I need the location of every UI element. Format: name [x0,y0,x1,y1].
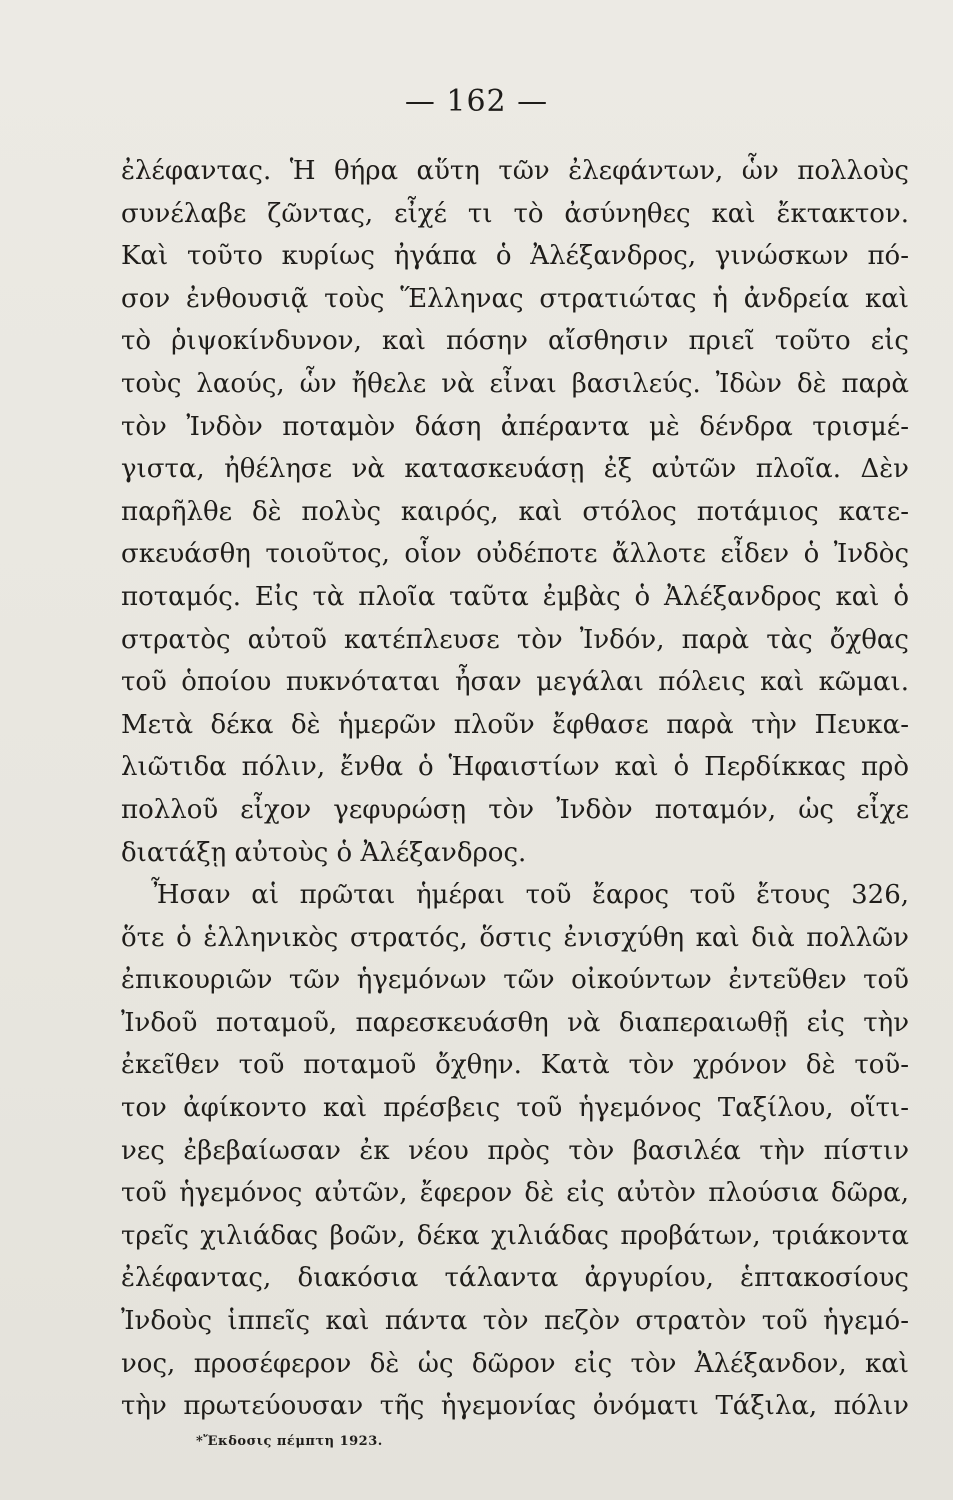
text-line: τοὺς λαούς, ὧν ἤθελε νὰ εἶναι βασιλεύς. Ἰδὼν δὲ παρὰ [121,368,909,399]
text-line: Καὶ τοῦτο κυρίως ἠγάπα ὁ Ἀλέξανδρος, γινώσκων πό- [121,241,909,272]
text-line: Ἰνδοὺς ἱππεῖς καὶ πάντα τὸν πεζὸν στρατὸν τοῦ ἡγεμό- [121,1306,909,1337]
edition-footnote: *Ἔκδοσις πέμπτη 1923. [196,1434,383,1449]
text-line: ἐκεῖθεν τοῦ ποταμοῦ ὄχθην. Κατὰ τὸν χρόνον δὲ τοῦ- [121,1050,909,1081]
text-line: τοῦ ὁποίου πυκνόταται ἦσαν μεγάλαι πόλεις καὶ κῶμαι. [121,667,909,698]
text-line: ἐλέφαντας, διακόσια τάλαντα ἀργυρίου, ἑπτακοσίους [121,1263,909,1294]
text-line: ὅτε ὁ ἑλληνικὸς στρατός, ὅστις ἐνισχύθη καὶ διὰ πολλῶν [121,922,909,953]
text-line: λιῶτιδα πόλιν, ἔνθα ὁ Ἡφαιστίων καὶ ὁ Περδίκκας πρὸ [121,752,909,783]
text-line: στρατὸς αὐτοῦ κατέπλευσε τὸν Ἰνδόν, παρὰ τὰς ὄχθας [121,624,909,655]
text-line: γιστα, ἠθέλησε νὰ κατασκευάσῃ ἐξ αὐτῶν πλοῖα. Δὲν [121,454,909,485]
text-line: ποταμός. Εἰς τὰ πλοῖα ταῦτα ἐμβὰς ὁ Ἀλέξανδρος καὶ ὁ [121,581,909,612]
text-line: σκευάσθη τοιοῦτος, οἷον οὐδέποτε ἄλλοτε εἶδεν ὁ Ἰνδὸς [121,539,909,570]
text-line: τὸν Ἰνδὸν ποταμὸν δάση ἀπέραντα μὲ δένδρα τρισμέ- [121,411,909,442]
text-line: τὸ ῥιψοκίνδυνον, καὶ πόσην αἴσθησιν πριεῖ τοῦτο εἰς [121,326,909,357]
text-line: παρῆλθε δὲ πολὺς καιρός, καὶ στόλος ποτάμιος κατε- [121,496,909,527]
text-line: τὴν πρωτεύουσαν τῆς ἡγεμονίας ὀνόματι Τάξιλα, πόλιν [121,1391,909,1422]
text-line: σον ἐνθουσιᾷ τοὺς Ἕλληνας στρατιώτας ἡ ἀνδρεία καὶ [121,283,909,314]
paragraph-end-line: διατάξῃ αὐτοὺς ὁ Ἀλέξανδρος. [121,837,527,868]
text-line: ἐπικουριῶν τῶν ἡγεμόνων τῶν οἰκούντων ἐντεῦθεν τοῦ [121,965,909,996]
text-line: νος, προσέφερον δὲ ὡς δῶρον εἰς τὸν Ἀλέξανδον, καὶ [121,1348,909,1379]
text-line: συνέλαβε ζῶντας, εἶχέ τι τὸ ἀσύνηθες καὶ ἔκτακτον. [121,198,909,229]
body-text [121,150,909,1428]
paragraph-start-line: Ἦσαν αἱ πρῶται ἡμέραι τοῦ ἔαρος τοῦ ἔτους 326, [151,880,909,911]
text-line: Μετὰ δέκα δὲ ἡμερῶν πλοῦν ἔφθασε παρὰ τὴν Πευκα- [121,709,909,740]
text-line: τοῦ ἡγεμόνος αὐτῶν, ἔφερον δὲ εἰς αὐτὸν πλούσια δῶρα, [121,1178,909,1209]
text-line: Ἰνδοῦ ποταμοῦ, παρεσκευάσθη νὰ διαπεραιωθῇ εἰς τὴν [121,1007,909,1038]
text-line: νες ἐβεβαίωσαν ἐκ νέου πρὸς τὸν βασιλέα τὴν πίστιν [121,1135,909,1166]
text-line: τρεῖς χιλιάδας βοῶν, δέκα χιλιάδας προβάτων, τριάκοντα [121,1220,909,1251]
page-number: — 162 — [404,84,549,119]
text-line: πολλοῦ εἶχον γεφυρώσῃ τὸν Ἰνδὸν ποταμόν, ὡς εἶχε [121,794,909,825]
text-line: τον ἀφίκοντο καὶ πρέσβεις τοῦ ἡγεμόνος Ταξίλου, οἵτι- [121,1093,909,1124]
text-line: ἐλέφαντας. Ἡ θήρα αὕτη τῶν ἐλεφάντων, ὧν πολλοὺς [121,156,909,186]
